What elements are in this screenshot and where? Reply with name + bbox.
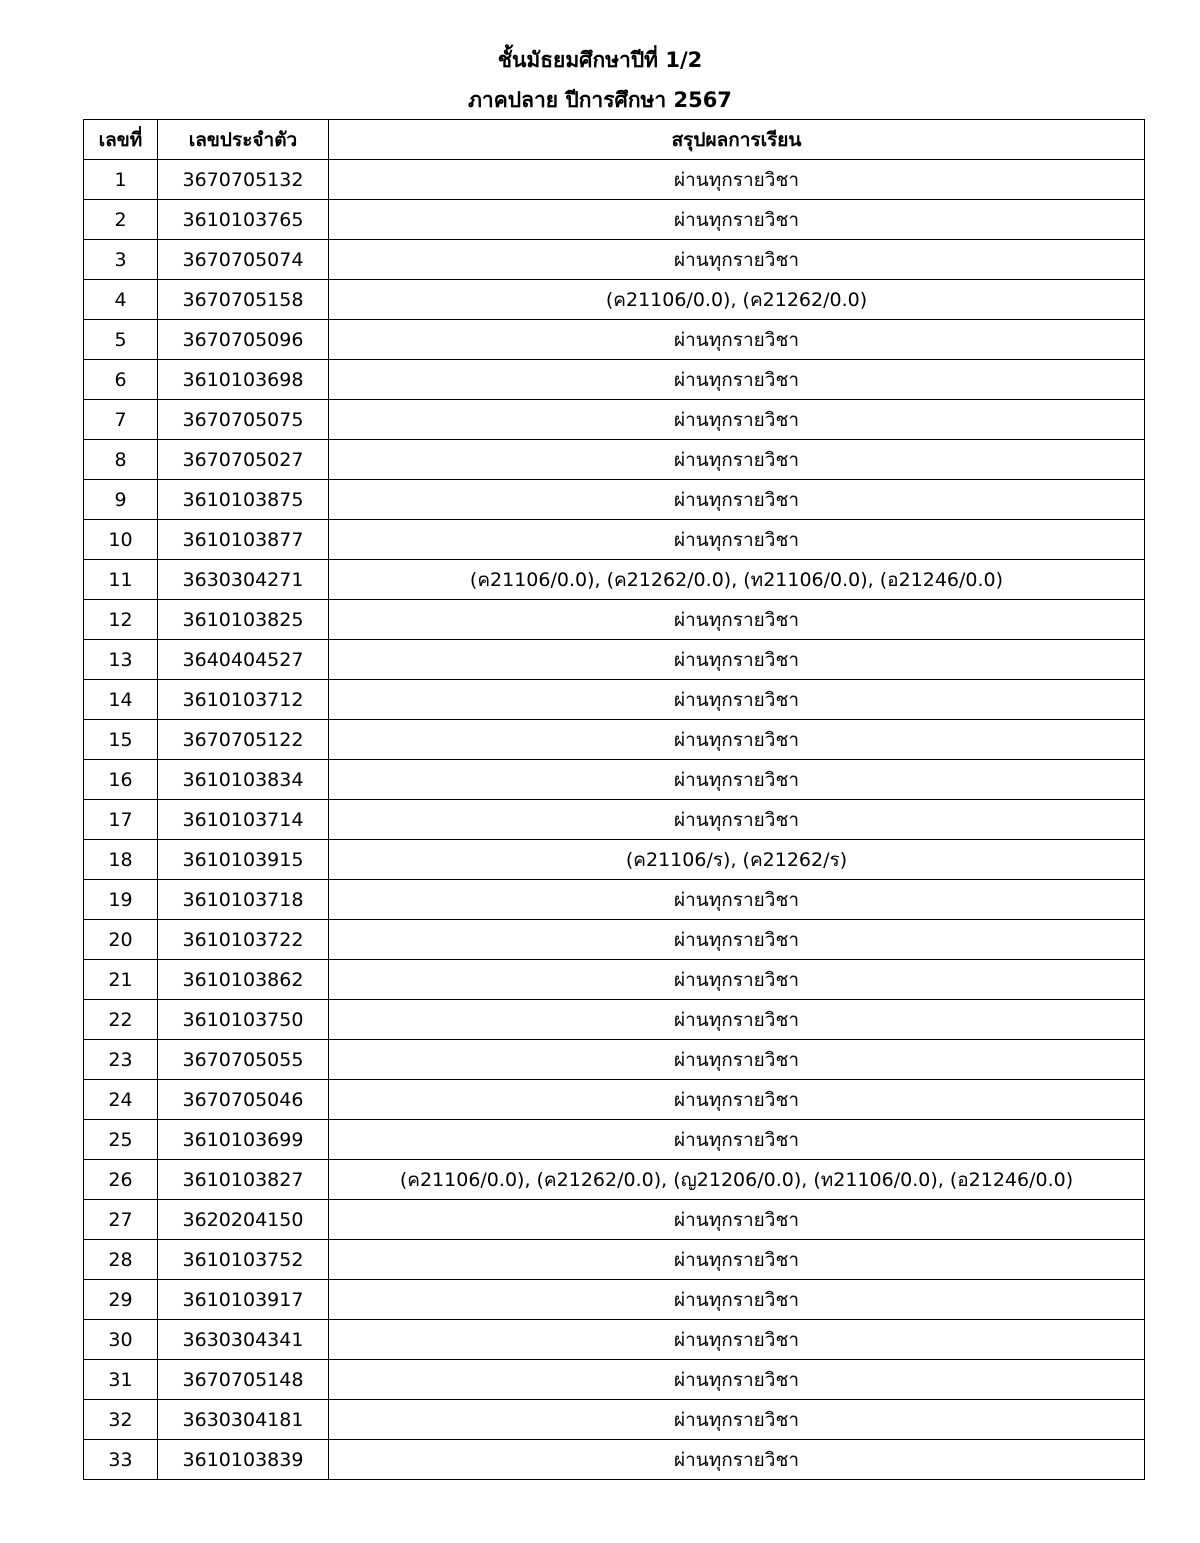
result-summary: ผ่านทุกรายวิชา <box>329 240 1145 280</box>
student-id: 3610103825 <box>158 600 329 640</box>
row-number: 16 <box>84 760 158 800</box>
table-row <box>84 960 1145 1000</box>
result-summary: ผ่านทุกรายวิชา <box>329 160 1145 200</box>
student-id: 3670705096 <box>158 320 329 360</box>
row-number: 29 <box>84 1280 158 1320</box>
table-row <box>84 1040 1145 1080</box>
table-row <box>84 200 1145 240</box>
row-number: 4 <box>84 280 158 320</box>
result-summary: (ค21106/0.0), (ค21262/0.0) <box>329 280 1145 320</box>
result-summary: ผ่านทุกรายวิชา <box>329 720 1145 760</box>
table-row <box>84 320 1145 360</box>
table-row <box>84 240 1145 280</box>
row-number: 10 <box>84 520 158 560</box>
table-row <box>84 1280 1145 1320</box>
student-id: 3610103765 <box>158 200 329 240</box>
student-id: 3610103714 <box>158 800 329 840</box>
student-id: 3610103752 <box>158 1240 329 1280</box>
student-id: 3670705074 <box>158 240 329 280</box>
row-number: 13 <box>84 640 158 680</box>
table-row <box>84 1080 1145 1120</box>
result-summary: (ค21106/0.0), (ค21262/0.0), (ท21106/0.0), (อ21246/0.0) <box>329 560 1145 600</box>
table-row <box>84 1360 1145 1400</box>
result-summary: ผ่านทุกรายวิชา <box>329 920 1145 960</box>
result-summary: ผ่านทุกรายวิชา <box>329 1440 1145 1480</box>
result-summary: ผ่านทุกรายวิชา <box>329 1240 1145 1280</box>
table-row <box>84 880 1145 920</box>
table-row <box>84 280 1145 320</box>
result-summary: ผ่านทุกรายวิชา <box>329 960 1145 1000</box>
row-number: 26 <box>84 1160 158 1200</box>
result-summary: ผ่านทุกรายวิชา <box>329 1280 1145 1320</box>
student-id: 3670705148 <box>158 1360 329 1400</box>
row-number: 23 <box>84 1040 158 1080</box>
result-summary: ผ่านทุกรายวิชา <box>329 1320 1145 1360</box>
student-id: 3670705132 <box>158 160 329 200</box>
student-id: 3670705075 <box>158 400 329 440</box>
row-number: 9 <box>84 480 158 520</box>
document-subtitle: ภาคปลาย ปีการศึกษา 2567 <box>468 88 732 112</box>
row-number: 14 <box>84 680 158 720</box>
student-id: 3610103699 <box>158 1120 329 1160</box>
result-summary: ผ่านทุกรายวิชา <box>329 1360 1145 1400</box>
table-row <box>84 1200 1145 1240</box>
result-summary: ผ่านทุกรายวิชา <box>329 640 1145 680</box>
student-id: 3610103877 <box>158 520 329 560</box>
table-row <box>84 1000 1145 1040</box>
row-number: 17 <box>84 800 158 840</box>
header-row <box>84 120 1145 160</box>
table-row <box>84 1240 1145 1280</box>
table-row <box>84 440 1145 480</box>
table-row <box>84 760 1145 800</box>
result-summary: ผ่านทุกรายวิชา <box>329 520 1145 560</box>
row-number: 2 <box>84 200 158 240</box>
student-id: 3610103750 <box>158 1000 329 1040</box>
table-row <box>84 800 1145 840</box>
row-number: 24 <box>84 1080 158 1120</box>
row-number: 33 <box>84 1440 158 1480</box>
student-id: 3610103698 <box>158 360 329 400</box>
student-id: 3610103827 <box>158 1160 329 1200</box>
table-row <box>84 1320 1145 1360</box>
student-id: 3610103718 <box>158 880 329 920</box>
student-id: 3610103917 <box>158 1280 329 1320</box>
table-row <box>84 720 1145 760</box>
table-row <box>84 1440 1145 1480</box>
row-number: 1 <box>84 160 158 200</box>
student-id: 3610103915 <box>158 840 329 880</box>
table-row <box>84 360 1145 400</box>
student-id: 3670705122 <box>158 720 329 760</box>
result-summary: (ค21106/0.0), (ค21262/0.0), (ญ21206/0.0), (ท21106/0.0), (อ21246/0.0) <box>329 1160 1145 1200</box>
result-summary: ผ่านทุกรายวิชา <box>329 880 1145 920</box>
table-row <box>84 1120 1145 1160</box>
student-id: 3620204150 <box>158 1200 329 1240</box>
student-id: 3610103862 <box>158 960 329 1000</box>
row-number: 27 <box>84 1200 158 1240</box>
result-summary: ผ่านทุกรายวิชา <box>329 1080 1145 1120</box>
table-row <box>84 480 1145 520</box>
row-number: 28 <box>84 1240 158 1280</box>
student-id: 3610103712 <box>158 680 329 720</box>
row-number: 6 <box>84 360 158 400</box>
row-number: 15 <box>84 720 158 760</box>
row-number: 25 <box>84 1120 158 1160</box>
table-row <box>84 160 1145 200</box>
row-number: 19 <box>84 880 158 920</box>
student-id: 3610103722 <box>158 920 329 960</box>
row-number: 21 <box>84 960 158 1000</box>
result-summary: ผ่านทุกรายวิชา <box>329 600 1145 640</box>
result-summary: ผ่านทุกรายวิชา <box>329 200 1145 240</box>
row-number: 30 <box>84 1320 158 1360</box>
table-row <box>84 1160 1145 1200</box>
result-summary: ผ่านทุกรายวิชา <box>329 1040 1145 1080</box>
results-table <box>83 119 1145 1480</box>
row-number: 7 <box>84 400 158 440</box>
result-summary: ผ่านทุกรายวิชา <box>329 760 1145 800</box>
header-number: เลขที่ <box>84 120 158 160</box>
result-summary: ผ่านทุกรายวิชา <box>329 480 1145 520</box>
table-row <box>84 680 1145 720</box>
student-id: 3630304341 <box>158 1320 329 1360</box>
student-id: 3670705027 <box>158 440 329 480</box>
table-row <box>84 400 1145 440</box>
table-row <box>84 640 1145 680</box>
table-row <box>84 600 1145 640</box>
student-id: 3670705158 <box>158 280 329 320</box>
table-header <box>84 120 1145 160</box>
row-number: 5 <box>84 320 158 360</box>
result-summary: ผ่านทุกรายวิชา <box>329 360 1145 400</box>
row-number: 32 <box>84 1400 158 1440</box>
result-summary: ผ่านทุกรายวิชา <box>329 1200 1145 1240</box>
row-number: 18 <box>84 840 158 880</box>
table-row <box>84 520 1145 560</box>
result-summary: (ค21106/ร), (ค21262/ร) <box>329 840 1145 880</box>
student-id: 3670705055 <box>158 1040 329 1080</box>
result-summary: ผ่านทุกรายวิชา <box>329 1120 1145 1160</box>
table-row <box>84 1400 1145 1440</box>
row-number: 8 <box>84 440 158 480</box>
table-row <box>84 840 1145 880</box>
student-id: 3610103834 <box>158 760 329 800</box>
student-id: 3610103839 <box>158 1440 329 1480</box>
result-summary: ผ่านทุกรายวิชา <box>329 320 1145 360</box>
header-result-summary: สรุปผลการเรียน <box>329 120 1145 160</box>
document-title: ชั้นมัธยมศึกษาปีที่ 1/2 <box>497 48 703 72</box>
table-row <box>84 560 1145 600</box>
student-id: 3670705046 <box>158 1080 329 1120</box>
result-summary: ผ่านทุกรายวิชา <box>329 400 1145 440</box>
student-id: 3630304181 <box>158 1400 329 1440</box>
student-id: 3630304271 <box>158 560 329 600</box>
row-number: 3 <box>84 240 158 280</box>
result-summary: ผ่านทุกรายวิชา <box>329 1400 1145 1440</box>
table-row <box>84 920 1145 960</box>
student-id: 3640404527 <box>158 640 329 680</box>
result-summary: ผ่านทุกรายวิชา <box>329 800 1145 840</box>
row-number: 31 <box>84 1360 158 1400</box>
row-number: 20 <box>84 920 158 960</box>
result-summary: ผ่านทุกรายวิชา <box>329 680 1145 720</box>
table-body <box>84 160 1145 1480</box>
result-summary: ผ่านทุกรายวิชา <box>329 440 1145 480</box>
student-id: 3610103875 <box>158 480 329 520</box>
row-number: 11 <box>84 560 158 600</box>
result-summary: ผ่านทุกรายวิชา <box>329 1000 1145 1040</box>
row-number: 22 <box>84 1000 158 1040</box>
row-number: 12 <box>84 600 158 640</box>
header-student-id: เลขประจำตัว <box>158 120 329 160</box>
